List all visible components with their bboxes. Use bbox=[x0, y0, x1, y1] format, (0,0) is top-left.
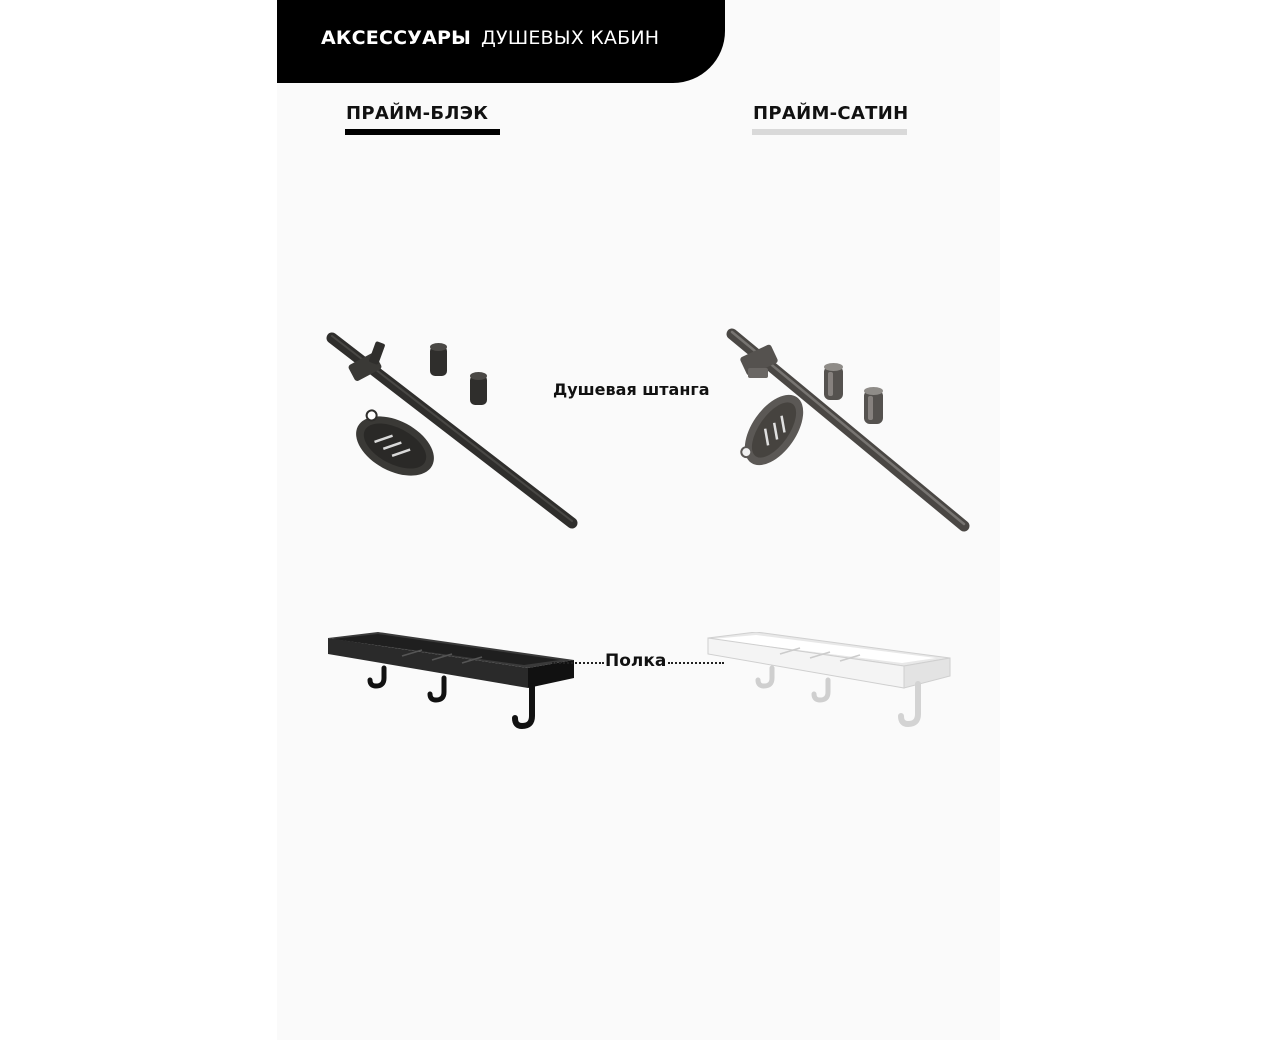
product-label-shelf: Полка bbox=[605, 651, 667, 671]
shelf-white-image bbox=[704, 632, 954, 732]
banner-title bbox=[321, 27, 659, 49]
column-underline-satin bbox=[752, 129, 907, 135]
shelf-black-image bbox=[322, 630, 578, 732]
holder-icon bbox=[824, 363, 843, 400]
shower-bar-satin-image bbox=[718, 320, 978, 540]
column-title-satin: ПРАЙМ-САТИН bbox=[753, 103, 909, 124]
holder-icon bbox=[864, 387, 883, 424]
banner-title-light: ДУШЕВЫХ КАБИН bbox=[481, 27, 660, 49]
banner-title-strong: АКСЕССУАРЫ bbox=[321, 27, 472, 49]
column-underline-black bbox=[345, 129, 500, 135]
shower-bar-black-image bbox=[320, 320, 590, 540]
header-banner bbox=[277, 0, 725, 83]
product-label-shower-bar: Душевая штанга bbox=[553, 380, 710, 399]
label-connector-left bbox=[552, 662, 604, 664]
column-title-black: ПРАЙМ-БЛЭК bbox=[346, 103, 489, 124]
holder-icon bbox=[430, 343, 447, 376]
holder-icon bbox=[470, 372, 487, 405]
